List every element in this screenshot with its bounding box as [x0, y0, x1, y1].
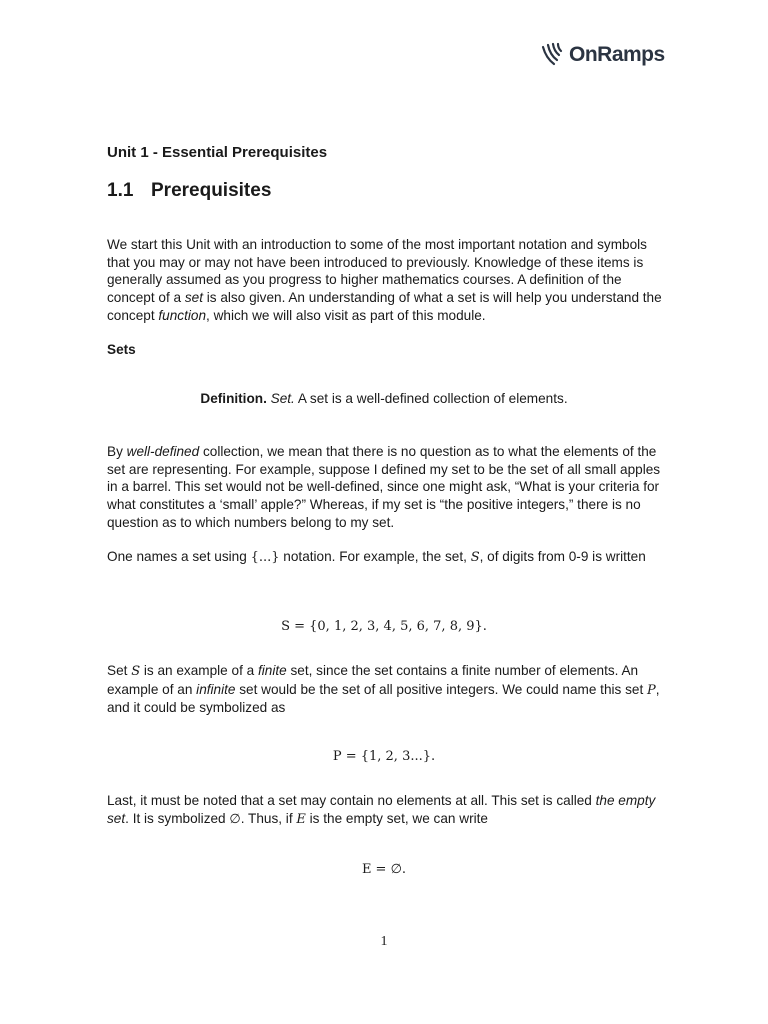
finite-set-paragraph: Set S is an example of a finite set, since the set contains a finite number of elements. An example of an infinite set would be the set of all positive integers. We could name this set P, and it could be symbolized as [107, 663, 660, 716]
section-number: 1.1 [107, 180, 134, 201]
equation-set-p: P = {1, 2, 3...}. [332, 749, 436, 764]
definition-set: Definition. Set. A set is a well-defined collection of elements. [200, 391, 568, 406]
logo-text: OnRamps [569, 43, 665, 66]
notation-paragraph: One names a set using {...} notation. For example, the set, S, of digits from 0-9 is written [107, 549, 646, 565]
equation-set-e: E = ∅. [361, 862, 407, 877]
unit-title: Unit 1 - Essential Prerequisites [107, 144, 328, 161]
onramps-logo [540, 38, 665, 72]
well-defined-paragraph: By well-defined collection, we mean that there is no question as to what the elements of the set are representing. For example, suppose I defined my set to be the set of all small apples in a barrel. This set would not be well-defined, since one might ask, “What is your criteria for what constitutes a ‘small’ apple?” Whereas, if my set is “the positive integers,” there is no question as to which numbers belong to my set. [107, 444, 661, 530]
section-title [107, 180, 271, 202]
sets-heading: Sets [107, 342, 136, 357]
equation-set-s: S = {0, 1, 2, 3, 4, 5, 6, 7, 8, 9}. [281, 619, 487, 634]
onramps-swoosh-icon [540, 42, 566, 68]
intro-paragraph: We start this Unit with an introduction to some of the most important notation and symbols that you may or may not have been introduced to previously. Knowledge of these items is generally assumed as you progress to higher mathematics courses. A definition of the concept of a set is also given. An understanding of what a set is will help you understand the concept function, which we will also visit as part of this module. [107, 237, 662, 323]
page-number: 1 [380, 934, 388, 949]
empty-set-paragraph: Last, it must be noted that a set may contain no elements at all. This set is called the empty set. It is symbolized ∅. Thus, if E is the empty set, we can write [107, 793, 656, 827]
section-name: Prerequisites [151, 180, 272, 201]
